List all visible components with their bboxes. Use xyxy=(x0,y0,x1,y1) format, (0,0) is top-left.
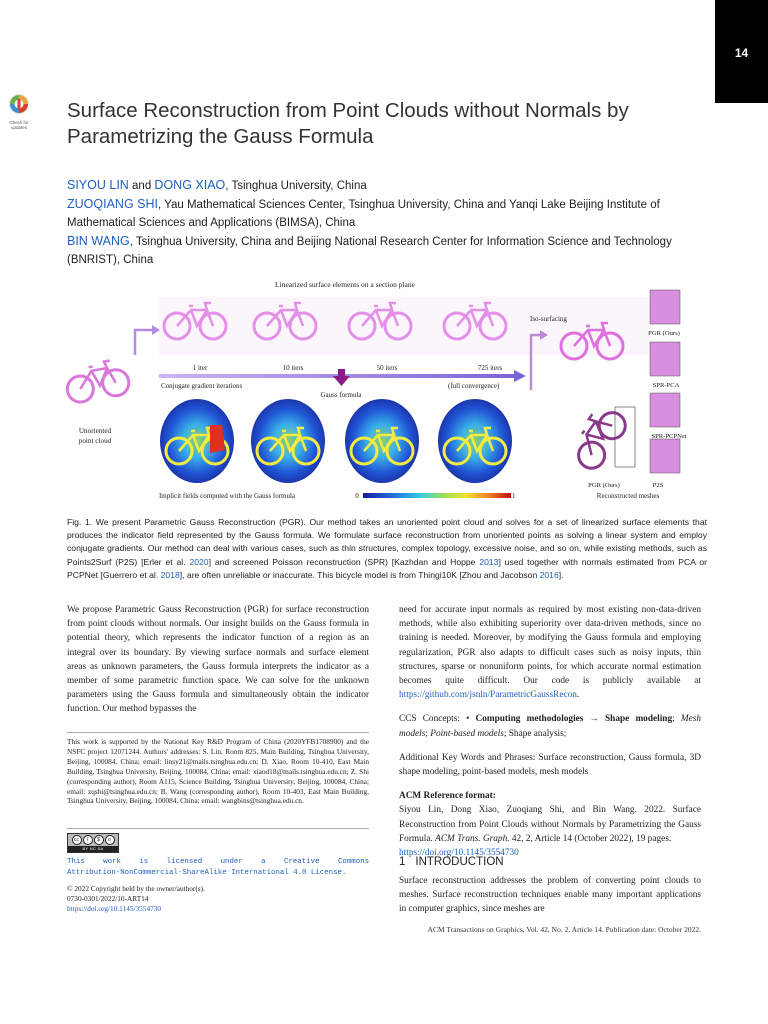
page-footer: ACM Transactions on Graphics, Vol. 42, No. 2, Article 14. Publication date: October 2022. xyxy=(427,925,701,934)
section-title: INTRODUCTION xyxy=(415,856,504,868)
sa-icon: o xyxy=(105,835,115,845)
license-line: This work is licensed under a Creative Commons xyxy=(67,858,370,866)
input-label-2: point cloud xyxy=(78,437,112,445)
keywords: Additional Key Words and Phrases: Surface reconstruction, Gauss formula, 3D shape modeling, point-based models, mesh models xyxy=(399,752,701,778)
nc-icon: $ xyxy=(94,835,104,845)
caption-text: ], are often unreliable or inaccurate. This bicycle model is from Thingi10K [Zhou and Jacobson xyxy=(179,569,540,580)
author-line-2 xyxy=(67,195,707,232)
pgr-bottom-label: PGR (Ours) xyxy=(588,482,620,489)
iter-label: 10 iters xyxy=(282,364,304,372)
iter-label: 1 iter xyxy=(192,364,208,372)
citation-link[interactable]: 2013 xyxy=(479,556,499,567)
figure-top-label: Linearized surface elements on a section plane xyxy=(275,280,415,289)
caption-text: ] and screened Poisson reconstruction (SPR) [Kazhdan and Hoppe xyxy=(208,556,480,567)
cc-license-badge[interactable] xyxy=(67,833,119,853)
author-affiliation: , Yau Mathematical Sciences Center, Tsinghua University, China and Yanqi Lake Beijing Institute of Mathematical Sciences and Applications (BIMSA), China xyxy=(67,199,660,229)
section-plane-bikes xyxy=(159,297,649,355)
figure-label: Fig. 1. xyxy=(67,517,93,527)
iteration-labels xyxy=(193,364,503,372)
author-conjunction: and xyxy=(132,180,152,192)
reconstructed-label: Reconstructed meshes xyxy=(596,492,660,500)
ccs-concepts: CCS Concepts: • Computing methodologies → Shape modeling; Mesh models; Point-based models; Shape analysis; xyxy=(399,714,702,739)
author-name[interactable]: SIYOU LIN xyxy=(67,178,129,192)
teaser-figure xyxy=(60,275,710,510)
acm-reference: ACM Reference format: Siyou Lin, Dong Xiao, Zuoqiang Shi, and Bin Wang. 2022. Surface Reconstruction from Point Clouds without Normals by Parametrizing the Gauss Formula. ACM Trans. Graph. 42, 2, Article 14 (October 2022), 19 pages. https://doi.org/10.1145/3554730 xyxy=(399,791,701,859)
reconstructed-bike-large xyxy=(565,402,630,473)
iter-label: 725 iters xyxy=(477,364,503,372)
section-heading xyxy=(399,856,504,868)
author-affiliation: , Tsinghua University, China and Beijing National Research Center for Information Science and Technology (BNRIST), China xyxy=(67,236,672,266)
license-line: Attribution-NonCommercial-ShareAlike International 4.0 License. xyxy=(67,869,347,877)
colorbar xyxy=(363,493,511,498)
method-label: SPR-PCA xyxy=(652,382,680,389)
input-bike xyxy=(64,358,131,404)
intro-text: Surface reconstruction addresses the problem of converting point clouds to meshes. Surface reconstruction techniques enable many important applications in computer graphics, since meshes are xyxy=(399,876,701,915)
author-affiliation: , Tsinghua University, China xyxy=(225,180,367,192)
gauss-formula-label: Gauss formula xyxy=(320,391,362,399)
implicit-fields-label: Implicit fields computed with the Gauss formula xyxy=(158,492,296,500)
author-line-3 xyxy=(67,232,707,269)
page-number: 14 xyxy=(734,46,749,60)
acm-reference-label: ACM Reference format: xyxy=(399,791,496,802)
copyright-block xyxy=(67,884,369,913)
implicit-fields xyxy=(160,399,512,483)
section-number: 1 xyxy=(399,856,406,868)
abstract-continued: need for accurate input normals as required by most existing non-data-driven methods, while also exhibiting superiority over data-driven methods, since no training is needed. Moreover, by modifying the Gauss formula and employing regularization, PGR also adapts to difficult cases such as noisy inputs, thin structures, sparse or nonuniform points, for which accurate normal estimation becomes quite difficult. Our code is publicly available at https://github.com/jsnln/ParametricGaussRecon. xyxy=(399,605,701,701)
right-column xyxy=(399,603,701,860)
copyright-line: © 2022 Copyright held by the owner/author(s). xyxy=(67,884,205,893)
crossmark-text: Check for updates xyxy=(9,120,29,130)
caption-text: We present Parametric Gauss Reconstruction (PGR). Our method takes an unoriented point cloud and solves for a set of linearized surface elements that produces the indicator field represented by the Gauss formula. We formulate surface reconstruction from unoriented points as solving a linear system and employ conjugate gradients. Our method can deal with various cases, such as thin structures, complex topology, excessive noise, and so on, while existing methods, such as Points2Surf (P2S) [Erler et al. xyxy=(67,517,707,567)
abstract-text: We propose Parametric Gauss Reconstruction (PGR) for surface reconstruction from point clouds without normals. Our insight builds on the Gauss formula in potential theory, which represents the indicator function of a region as an integral over its boundary. By viewing surface normals and surface element areas as unknown parameters, the Gauss formula interprets the indicator as a member of some parametric function space. We can solve for the unknown parameters using the Gauss formula and simultaneously obtain the indicator function. Our method bypasses the xyxy=(67,605,369,715)
cc-badge-text: BY NC SA xyxy=(68,846,118,852)
input-label-1: Unoriented xyxy=(78,427,112,435)
method-label: P2S xyxy=(652,482,664,489)
by-icon: i xyxy=(83,835,93,845)
copyright-doi-link[interactable]: https://doi.org/10.1145/3554730 xyxy=(67,903,162,913)
method-label: PGR (Ours) xyxy=(648,330,680,337)
cc-icon: cc xyxy=(72,835,82,845)
author-block xyxy=(67,176,707,269)
license-link[interactable] xyxy=(67,857,369,879)
iso-surfacing-label: Iso-surfacing xyxy=(530,315,567,323)
method-label: SPR-PCPNet xyxy=(651,433,687,440)
caption-text: ] used together with normals estimated from PCA or PCPNet [Guerrero et al. xyxy=(67,556,707,580)
code-link[interactable]: https://github.com/jsnln/ParametricGaussRecon xyxy=(399,690,577,701)
colorbar-max: 1 xyxy=(512,492,516,500)
crossmark-icon xyxy=(8,93,30,115)
footnote-divider xyxy=(67,732,369,733)
paper-title: Surface Reconstruction from Point Clouds without Normals by Parametrizing the Gauss Formula xyxy=(67,99,629,148)
citation-link[interactable]: 2020 xyxy=(189,556,209,567)
page-number-tab xyxy=(715,0,768,103)
cg-label: Conjugate gradient iterations xyxy=(161,382,243,390)
doi-link[interactable]: https://doi.org/10.1145/3554730 xyxy=(399,848,519,859)
author-line-1 xyxy=(67,176,707,195)
figure-caption xyxy=(67,516,707,582)
issn-line: 0730-0301/2022/10-ART14 xyxy=(67,893,149,903)
crossmark-badge[interactable] xyxy=(6,93,32,131)
citation-link[interactable]: 2016 xyxy=(539,569,559,580)
license-divider xyxy=(67,828,369,829)
citation-link[interactable]: 2018 xyxy=(160,569,180,580)
author-name[interactable]: BIN WANG xyxy=(67,234,130,248)
author-name[interactable]: ZUOQIANG SHI xyxy=(67,197,158,211)
footnote: This work is supported by the National Key R&D Program of China (2020YFB1708900) and the NSFC project 12071244. Authors' addresses: S. Lin, Room 825, Main Building, Tsinghua University, Beijing, 100084, China; email: linsy21@mails.tsinghua.edu.cn; D. Xiao, Room 10-410, East Main Building, Tsinghua University, Beijing, 100084, China; email: xiaod18@mails.tsinghua.edu.cn; Z. Shi (corresponding author), Room A115, Science Building, Tsinghua University, Beijing, 100084, China; email: zqshi@tsinghua.edu.cn; B. Wang (corresponding author), Room 10-403, East Main Building, Tsinghua University, Beijing, 100084, China; email: wangbins@tsinghua.edu.cn. xyxy=(67,737,369,806)
iter-label: 50 iters xyxy=(376,364,398,372)
author-name[interactable]: DONG XIAO xyxy=(154,178,226,192)
caption-text: ]. xyxy=(558,569,564,580)
full-convergence-label: (full convergence) xyxy=(448,382,500,390)
colorbar-min: 0 xyxy=(355,492,359,500)
